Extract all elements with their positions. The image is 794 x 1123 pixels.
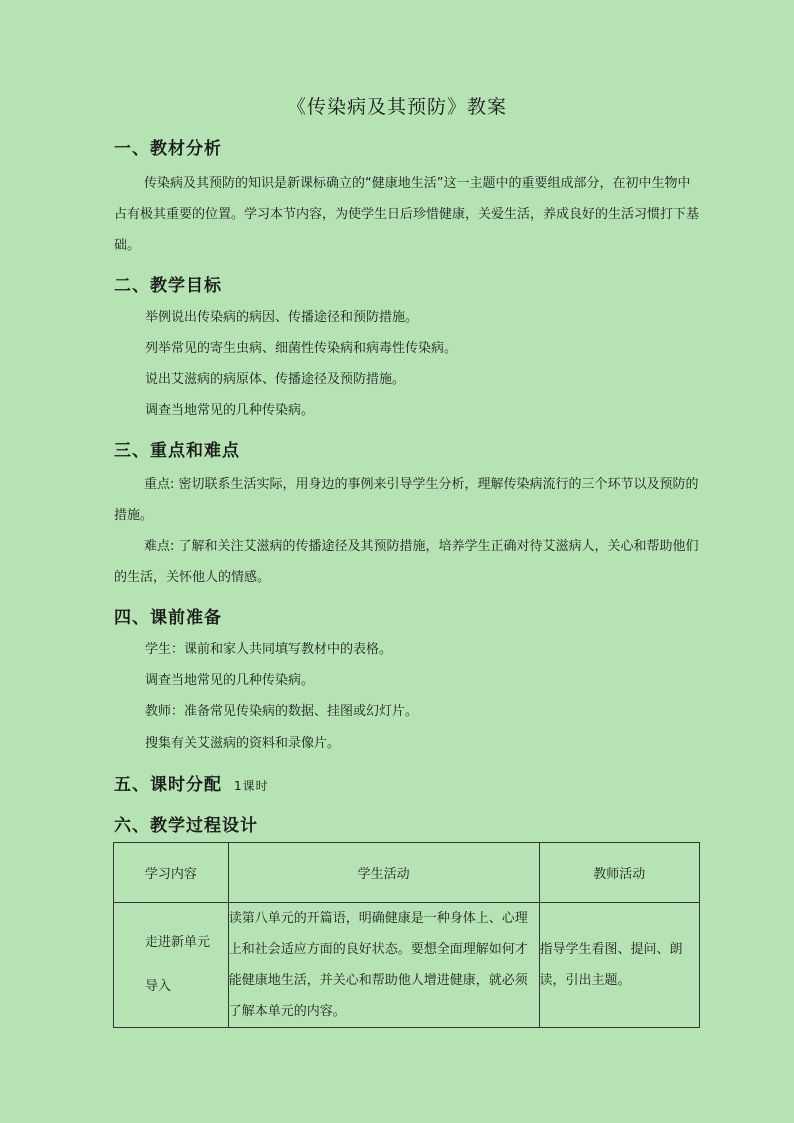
cell-teacher-activity: [539, 903, 699, 1028]
cell-content: [114, 903, 229, 1028]
section-heading-4: 四、课前准备: [114, 608, 222, 628]
section-heading-5: [114, 770, 269, 795]
header-student-activity: 学生活动: [228, 843, 539, 903]
content-line-1: 走进新单元: [145, 935, 211, 950]
table-row: [114, 903, 700, 1028]
prep-item-4: 搜集有关艾滋病的资料和录像片。: [145, 736, 341, 751]
content-line-2: 导入: [145, 979, 172, 994]
header-teacher-activity: 教师活动: [539, 843, 699, 903]
section-heading-3: 三、重点和难点: [114, 441, 240, 461]
class-hours-note: 1课时: [234, 779, 269, 793]
prep-item-3: 教师：准备常见传染病的数据、挂图或幻灯片。: [145, 704, 419, 719]
section-5-title: 五、课时分配: [114, 775, 222, 795]
objective-item-2: 列举常见的寄生虫病、细菌性传染病和病毒性传染病。: [145, 341, 458, 356]
prep-item-2: 调查当地常见的几种传染病。: [145, 673, 315, 688]
section-1-paragraph: 传染病及其预防的知识是新课标确立的“健康地生活”这一主题中的重要组成部分，在初中生物中占有极其重要的位置。学习本节内容，为使学生日后珍惜健康，关爱生活，养成良好的生活习惯打下基础。: [114, 176, 700, 253]
teacher-activity-text: 指导学生看图、提问、朗读，引出主题。: [539, 942, 683, 988]
lesson-process-table: [113, 842, 700, 1028]
objective-item-3: 说出艾滋病的病原体、传播途径及预防措施。: [145, 372, 406, 387]
prep-item-1: 学生：课前和家人共同填写教材中的表格。: [145, 642, 393, 657]
section-heading-1: 一、教材分析: [114, 139, 222, 159]
section-heading-6: 六、教学过程设计: [114, 816, 258, 836]
cell-student-activity: [228, 903, 539, 1028]
student-activity-text: 读第八单元的开篇语，明确健康是一种身体上、心理上和社会适应方面的良好状态。要想全面理解如何才能健康地生活，并关心和帮助他人增进健康，就必须了解本单元的内容。: [228, 911, 528, 1019]
objective-item-4: 调查当地常见的几种传染病。: [145, 403, 315, 418]
section-heading-2: 二、教学目标: [114, 276, 222, 296]
document-title: 《传染病及其预防》教案: [286, 96, 507, 118]
objective-item-1: 举例说出传染病的病因、传播途径和预防措施。: [145, 310, 419, 325]
difficulty-paragraph: 难点: 了解和关注艾滋病的传播途径及其预防措施，培养学生正确对待艾滋病人，关心和帮助他们的生活，关怀他人的情感。: [114, 539, 699, 585]
key-point-paragraph: 重点: 密切联系生活实际，用身边的事例来引导学生分析，理解传染病流行的三个环节以及预防的措施。: [114, 477, 699, 523]
header-content: 学习内容: [114, 843, 229, 903]
table-header-row: [114, 843, 700, 903]
